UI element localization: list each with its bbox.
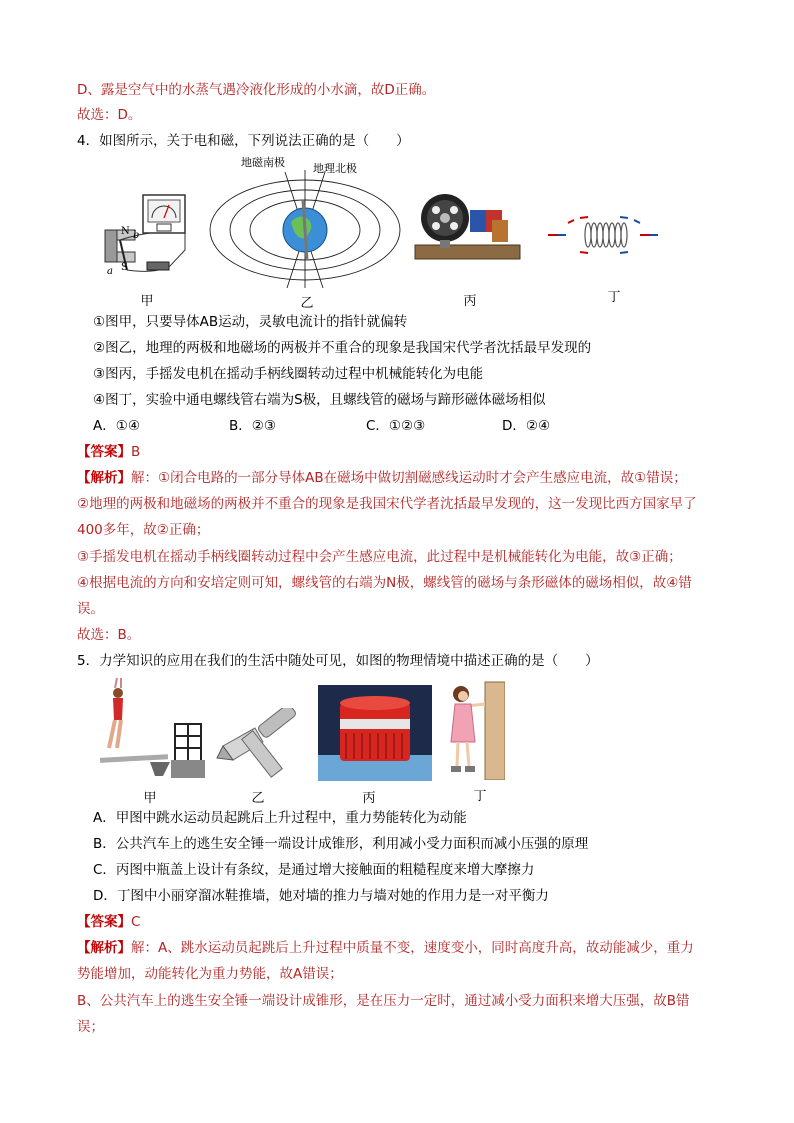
q4-analysis-line-5: ④根据电流的方向和安培定则可知，螺线管的右端为N极，螺线管的磁场与条形磁体的磁场相似，故④错	[77, 575, 692, 591]
q5-caption-jia: 甲	[143, 791, 157, 806]
q5-option-d: D．丁图中小丽穿溜冰鞋推墙，她对墙的推力与墙对她的作用力是一对平衡力	[93, 888, 549, 904]
q4-choose: 故选：B。	[77, 627, 141, 643]
q4-option-d: D．②④	[502, 418, 551, 434]
q4-fig-label-N: N	[121, 226, 130, 237]
q5-figure-bing	[318, 685, 432, 781]
q4-caption-jia: 甲	[140, 294, 154, 309]
q4-analysis-text-1: 解：①闭合电路的一部分导体AB在磁场中做切割磁感线运动时才会产生感应电流，故①错误；	[131, 470, 687, 486]
q4-statement-2: ②图乙，地理的两极和地磁场的两极并不重合的现象是我国宋代学者沈括最早发现的	[93, 340, 592, 356]
q4-fig-label-S: S	[121, 262, 128, 273]
q5-answer-value: C	[131, 914, 141, 930]
q4-analysis-line-3: 400多年，故②正确；	[77, 522, 210, 538]
q4-answer-tag: 【答案】	[77, 444, 131, 460]
q4-analysis-line-2: ②地理的两极和地磁场的两极并不重合的现象是我国宋代学者沈括最早发现的，这一发现比西方国家早了	[77, 496, 697, 512]
q3-line-d: D、露是空气中的水蒸气遇冷液化形成的小水滴，故D正确。	[77, 82, 436, 98]
q4-fig-label-geo-south: 地磁南极	[241, 156, 285, 169]
q4-option-b: B．②③	[229, 418, 276, 434]
q5-option-b: B．公共汽车上的逃生安全锤一端设计成锥形，利用减小受力面积而减小压强的原理	[93, 836, 589, 852]
q5-option-a: A．甲图中跳水运动员起跳后上升过程中，重力势能转化为动能	[93, 810, 467, 826]
q5-caption-yi: 乙	[251, 791, 265, 806]
q5-analysis-line-1	[77, 938, 694, 958]
q5-analysis-text-1: 解：A、跳水运动员起跳后上升过程中质量不变，速度变小，同时高度升高，故动能减少，重力	[131, 940, 694, 956]
q3-choose: 故选：D。	[77, 107, 142, 123]
q4-option-c: C．①②③	[366, 418, 426, 434]
q4-statement-3: ③图丙，手摇发电机在摇动手柄线圈转动过程中机械能转化为电能	[93, 366, 484, 382]
q4-statement-1: ①图甲，只要导体AB运动，灵敏电流计的指针就偏转	[93, 314, 408, 330]
q4-figure-ding	[540, 215, 675, 255]
q5-analysis-line-3: B、公共汽车上的逃生安全锤一端设计成锥形，是在压力一定时，通过减小受力面积来增大压强，故B错	[77, 993, 690, 1009]
q4-fig-label-geo-north: 地理北极	[313, 162, 357, 175]
q5-figure-jia	[95, 676, 207, 784]
q4-fig-label-b: b	[133, 230, 140, 241]
q4-option-a: A．①④	[93, 418, 140, 434]
q4-figure-jia	[95, 190, 200, 280]
q4-stem: 4．如图所示，关于电和磁，下列说法正确的是（ ）	[77, 133, 410, 149]
q4-caption-yi: 乙	[300, 296, 314, 311]
q5-analysis-line-4: 误；	[77, 1019, 104, 1035]
q4-answer-value: B	[131, 444, 141, 460]
q5-figure-yi	[215, 708, 301, 780]
q4-answer	[77, 442, 140, 462]
q5-stem: 5．力学知识的应用在我们的生活中随处可见，如图的物理情境中描述正确的是（ ）	[77, 653, 599, 669]
q4-analysis-tag: 【解析】	[77, 470, 131, 486]
q4-figure-yi	[205, 150, 405, 290]
q5-caption-bing: 丙	[362, 791, 376, 806]
q4-caption-ding: 丁	[607, 290, 621, 305]
q4-analysis-line-1	[77, 468, 687, 488]
q5-answer-tag: 【答案】	[77, 914, 131, 930]
q5-analysis-tag: 【解析】	[77, 940, 131, 956]
q5-figure-ding	[445, 680, 505, 780]
q4-caption-bing: 丙	[463, 294, 477, 309]
q4-fig-label-a: a	[107, 266, 113, 277]
q5-analysis-line-2: 势能增加，动能转化为重力势能，故A错误；	[77, 966, 343, 982]
q5-option-c: C．丙图中瓶盖上设计有条纹，是通过增大接触面的粗糙程度来增大摩擦力	[93, 862, 535, 878]
q5-caption-ding: 丁	[473, 789, 487, 804]
q5-answer	[77, 912, 140, 932]
q4-statement-4: ④图丁，实验中通电螺线管右端为S极，且螺线管的磁场与蹄形磁体磁场相似	[93, 392, 546, 408]
q4-analysis-line-6: 误。	[77, 601, 104, 617]
q4-analysis-line-4: ③手摇发电机在摇动手柄线圈转动过程中会产生感应电流，此过程中是机械能转化为电能，故③正确；	[77, 549, 682, 565]
q4-figure-bing	[410, 190, 525, 270]
